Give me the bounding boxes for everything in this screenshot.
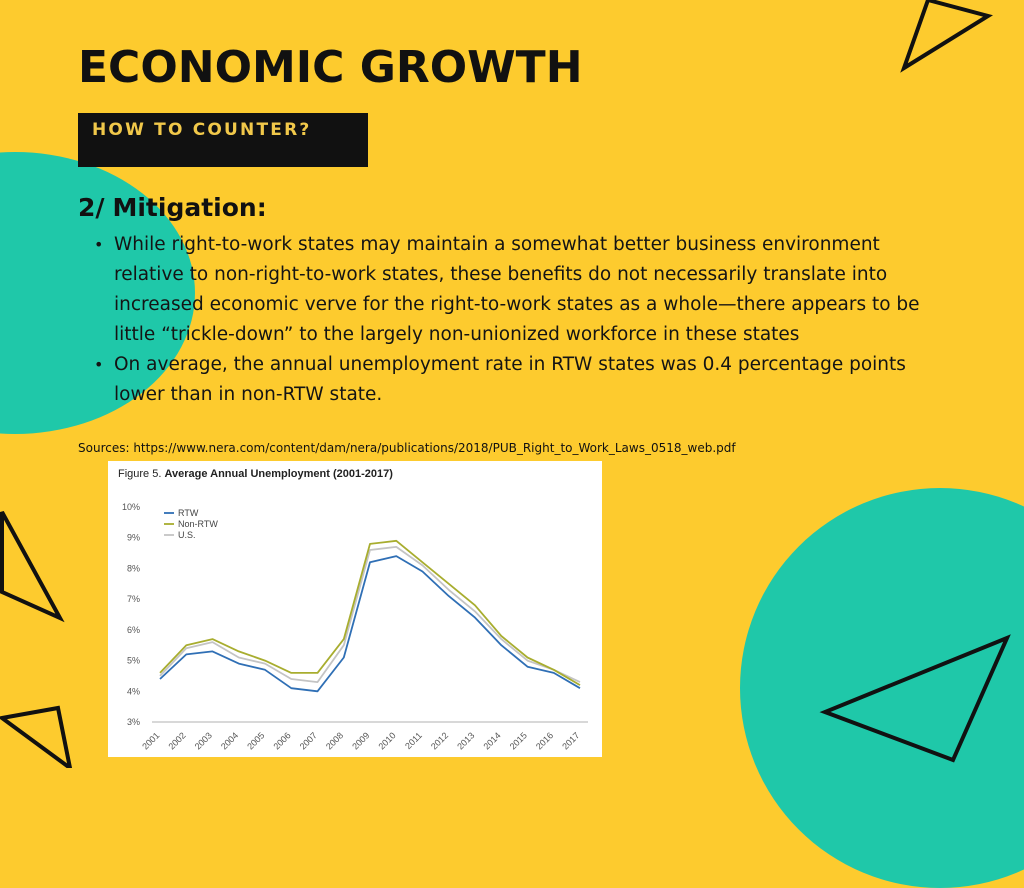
bullet-text: While right-to-work states may maintain a somewhat better business environment relative to non-right-to-work states, these benefits do not necessarily translate into increased economic verve for the right-to-work states as a whole—there appears to be little “trickle-down” to the largely non-unionized workforce in these states [114,234,920,345]
legend-label: RTW [178,508,199,518]
bullet-glyph: • [94,355,104,374]
slide-title: ECONOMIC GROWTH [78,42,583,93]
series-line-rtw [160,556,580,691]
x-tick-label: 2001 [140,730,162,752]
x-tick-label: 2009 [350,730,372,752]
x-tick-label: 2016 [533,730,556,752]
x-tick-label: 2010 [376,730,398,752]
x-tick-label: 2008 [323,730,346,752]
y-tick-label: 7% [126,594,140,605]
x-tick-label: 2011 [403,730,424,752]
bullet-item [94,350,924,410]
section-title: Mitigation: [112,193,267,222]
subtitle-box [78,113,368,167]
chart-card [108,461,602,757]
x-tick-label: 2007 [297,730,319,752]
x-tick-label: 2013 [455,730,477,752]
bullet-list [94,230,924,410]
triangle-bottom-right [815,630,1015,765]
sources-note: Sources: https://www.nera.com/content/dam/nera/publications/2018/PUB_Right_to_Work_Laws_0518_web.pdf [78,441,736,455]
triangle-left [0,500,70,625]
x-tick-label: 2015 [507,730,529,752]
x-tick-label: 2017 [560,730,582,752]
y-tick-label: 10% [121,502,140,512]
legend-label: Non-RTW [178,519,218,529]
triangle-top-right [890,0,1000,80]
triangle-bottom-left [0,700,80,768]
bullet-item [94,230,924,350]
x-tick-label: 2004 [218,730,241,752]
y-tick-label: 6% [126,624,140,635]
x-tick-label: 2005 [245,730,267,752]
section-heading [78,193,267,222]
slide-subtitle: HOW TO COUNTER? [92,120,312,140]
line-chart [108,461,602,757]
legend-label: U.S. [178,530,196,540]
x-tick-label: 2006 [271,730,293,752]
x-tick-label: 2012 [428,730,451,752]
chart-title [118,468,393,480]
y-tick-label: 9% [126,532,140,543]
y-tick-label: 3% [126,717,140,727]
bullet-text: On average, the annual unemployment rate in RTW states was 0.4 percentage points lower than in non-RTW state. [114,354,906,405]
chart-figure-label: Figure 5. [118,468,162,480]
bullet-glyph: • [94,235,104,254]
x-tick-label: 2003 [192,730,214,752]
section-number: 2/ [78,193,105,222]
y-tick-label: 4% [126,686,140,697]
x-tick-label: 2002 [166,730,188,752]
y-tick-label: 5% [126,655,140,666]
chart-title-text: Average Annual Unemployment (2001-2017) [164,468,393,480]
x-tick-label: 2014 [481,730,503,752]
y-tick-label: 8% [126,563,140,574]
series-line-u-s [160,547,580,682]
